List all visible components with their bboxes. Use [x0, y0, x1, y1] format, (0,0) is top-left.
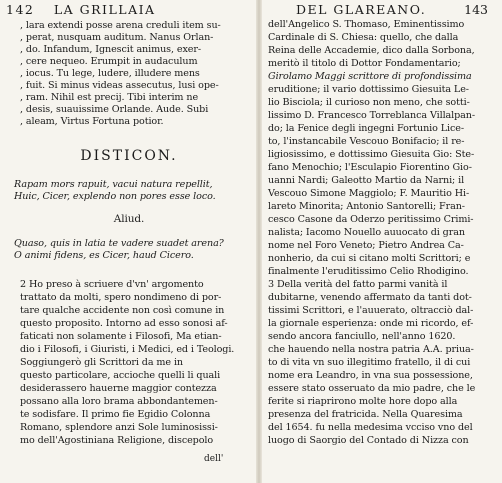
distich-line: Rapam mors rapuit, vacui natura repellit, — [14, 179, 213, 190]
left-catchword: dell' — [204, 454, 224, 464]
prose-line: faticati non solamente i Filosofi, Ma etian- — [20, 331, 222, 342]
prose-line: Soggiungerò gli Scrittori da me in — [20, 357, 183, 368]
prose-line: fano Menochio; l'Esculapio Fiorentino Gio- — [268, 162, 472, 173]
prose-line: lio Bisciola; il curioso non meno, che sotti- — [268, 97, 470, 108]
prose-line: lareto Minorita; Antonio Santorelli; Fran- — [268, 201, 465, 212]
prose-line: trattato da molti, spero nondimeno di por- — [20, 292, 222, 303]
prose-line: la giornale esperienza: onde mi ricordo, ef- — [268, 318, 474, 329]
subheading: Aliud. — [113, 213, 145, 225]
right-page — [262, 0, 502, 483]
prose-line: do; la Fenice degli ingegni Fortunio Lice- — [268, 123, 464, 134]
prose-line: finalmente l'eruditissimo Celio Rhodigino. — [268, 266, 469, 277]
right-running-head: DEL GLAREANO. — [296, 2, 427, 17]
verse-line: , aleam, Virtus Fortuna potior. — [20, 116, 164, 127]
prose-line: tare qualche accidente non così comune in — [20, 305, 225, 316]
distich-line: Huic, Cicer, explendo non pores esse loco. — [14, 191, 216, 202]
prose-line: nome era Leandro, in vna sua possessione, — [268, 370, 473, 381]
prose-line: che hauendo nella nostra patria A.A. priua- — [268, 344, 474, 355]
left-running-head-title: LA GRILLAIA — [53, 2, 156, 17]
prose-line: ligiosissimo, e dottissimo Giesuita Gio: Ste- — [268, 149, 475, 160]
prose-line: questo proposito. Intorno ad esso sonosi af- — [20, 318, 228, 329]
prose-line: desiderassero hauerne maggior contezza — [20, 383, 217, 394]
prose-line: essere stato osseruato da mio padre, che le — [268, 383, 476, 394]
right-page-number: 143 — [464, 2, 488, 17]
prose-line: ferite si riaprirono molte hore dopo alla — [268, 396, 458, 407]
prose-line: lissimo D. Francesco Torreblanca Villalpan- — [268, 110, 476, 121]
prose-line: Girolamo Maggi scrittore di profondissima — [268, 71, 472, 82]
distich-line: Quaso, quis in latia te vadere suadet arena? — [14, 238, 224, 249]
prose-line: nome nel Foro Veneto; Pietro Andrea Ca- — [268, 240, 464, 251]
prose-line: te sodisfare. Il primo fie Egidio Colonna — [20, 409, 211, 420]
prose-line: tissimi Scrittori, e l'auuerato, oltracciò dal- — [268, 305, 474, 316]
verse-line: , iocus. Tu lege, ludere, illudere mens — [20, 68, 200, 79]
verse-line: , fuit. Si minus videas assecutus, lusi ope- — [20, 80, 219, 91]
verse-line: , do. Infandum, Ignescit animus, exer- — [20, 44, 201, 55]
prose-line: dubitarne, venendo affermato da tanti dot- — [268, 292, 472, 303]
verse-line: , lara extendi posse arena creduli item su- — [20, 20, 221, 31]
prose-line: Vescouo Simone Maggiolo; F. Mauritio Hi- — [268, 188, 470, 199]
prose-line: cesco Casone da Oderzo peritissimo Crimi- — [268, 214, 474, 225]
prose-line: 2 Ho preso à scriuere d'vn' argomento — [20, 279, 204, 290]
prose-line: 3 Della verità del fatto parmi vanità il — [268, 279, 448, 290]
prose-line: Reina delle Accademie, dico dalla Sorbona, — [268, 45, 475, 56]
prose-line: mo dell'Agostiniana Religione, discepolo — [20, 435, 214, 446]
prose-line: questo particolare, accioche quelli li quali — [20, 370, 221, 381]
prose-line: dio i Filosofi, i Giuristi, i Medici, ed i Teologi. — [20, 344, 235, 355]
verse-line: , perat, nusquam auditum. Nanus Orlan- — [20, 32, 214, 43]
distich-line: O animi fidens, es Cicer, haud Cicero. — [14, 250, 194, 261]
prose-line: dell'Angelico S. Thomaso, Eminentissimo — [268, 19, 465, 30]
prose-line: to, l'instancabile Vescouo Bonifacio; il re- — [268, 136, 465, 147]
verse-line: , desis, suauissime Orlande. Aude. Subi — [20, 104, 209, 115]
prose-line: nalista; Iacomo Nouello auuocato di gran — [268, 227, 465, 238]
prose-line: to di vita vn suo illegitimo fratello, il di cui — [268, 357, 471, 368]
prose-line: sendo ancora fanciullo, nell'anno 1620. — [268, 331, 456, 342]
verse-line: , ram. Nihil est precij. Tibi interim ne — [20, 92, 199, 103]
prose-line: nonherio, da cui si citano molti Scrittori; e — [268, 253, 471, 264]
prose-line: meritò il titolo di Dottor Fondamentario; — [268, 58, 461, 69]
prose-line: uanni Nardi; Galeotto Martio da Narni; il — [268, 175, 465, 186]
prose-line: eruditione; il vario dottissimo Giesuita Le- — [268, 84, 469, 95]
prose-line: del 1654. fu nella medesima vcciso vno del — [268, 422, 473, 433]
prose-line: possano alla loro brama abbondantemen- — [20, 396, 218, 407]
prose-line: luogo di Saorgio del Contado di Nizza con — [268, 435, 469, 446]
prose-line: Romano, splendore anzi Sole luminosissi- — [20, 422, 218, 433]
prose-line: presenza del fratricida. Nella Quaresima — [268, 409, 463, 420]
left-running-head — [6, 2, 156, 17]
verse-line: , cere nequeo. Erumpit in audaculum — [20, 56, 198, 67]
prose-line: Cardinale di S. Chiesa: quello, che dalla — [268, 32, 459, 43]
section-heading: DISTICON. — [80, 148, 178, 164]
left-page-number: 142 — [6, 2, 35, 17]
